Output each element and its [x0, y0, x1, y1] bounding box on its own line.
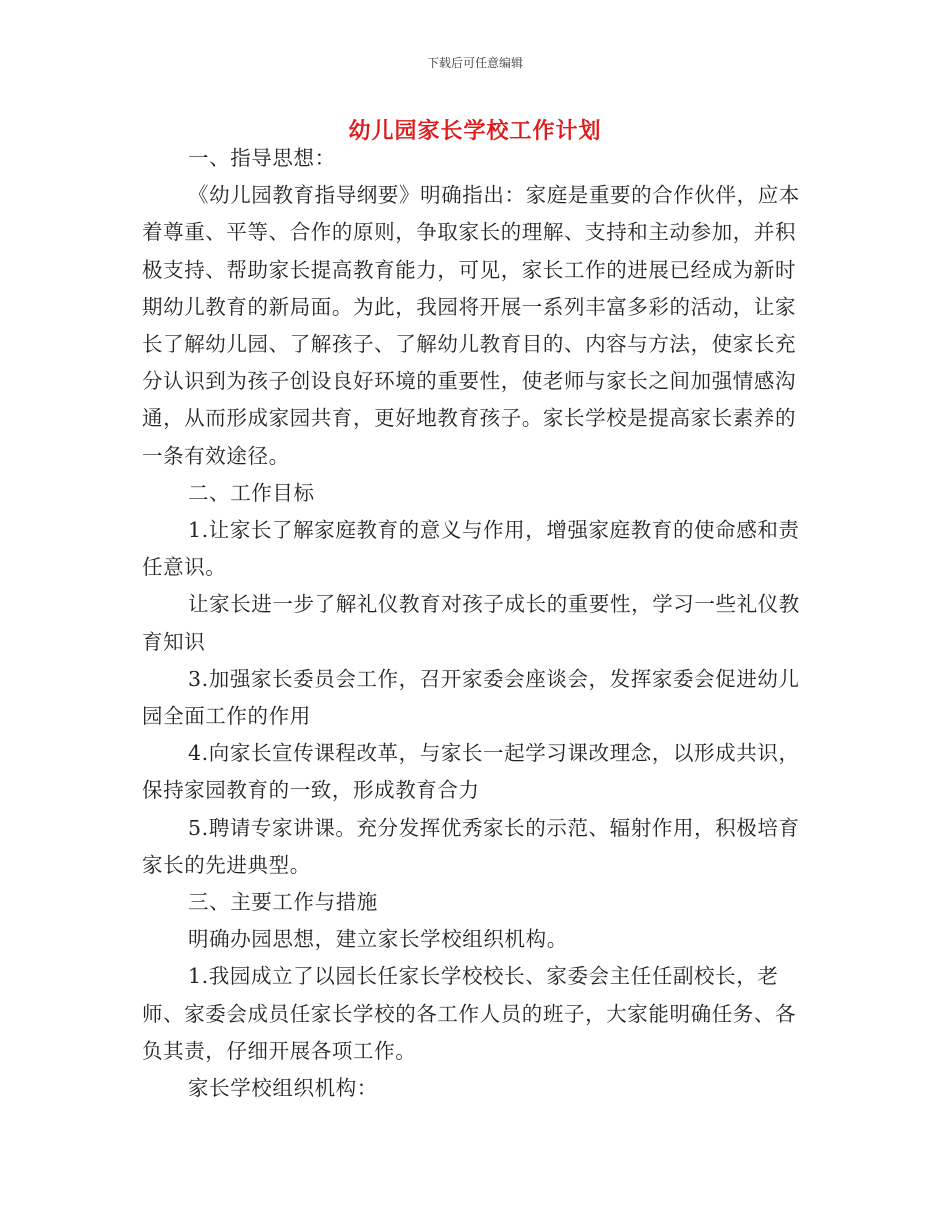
measure-intro: 明确办园思想，建立家长学校组织机构。	[188, 927, 568, 952]
goal-item-3: 3.加强家长委员会工作，召开家委会座谈会，发挥家委会促进幼儿园全面工作的作用	[142, 666, 800, 729]
header-note: 下载后可任意编辑	[426, 56, 523, 70]
document-title: 幼儿园家长学校工作计划	[348, 118, 602, 144]
paragraph-guiding-thought: 《幼儿园教育指导纲要》明确指出：家庭是重要的合作伙伴，应本着尊重、平等、合作的原则，争取家长的理解、支持和主动参加，并积极支持、帮助家长提高教育能力，可见，家长工作的进展已经成为新时期幼儿教育的新局面。为此，我园将开展一系列丰富多彩的活动，让家长了解幼儿园、了解孩子、了解幼儿教育目的、内容与方法，使家长充分认识到为孩子创设良好环境的重要性，使老师与家长之间加强情感沟通，从而形成家园共育，更好地教育孩子。家长学校是提高家长素养的一条有效途径。	[142, 183, 800, 468]
measure-item-1: 1.我园成立了以园长任家长学校校长、家委会主任任副校长，老师、家委会成员任家长学校的各工作人员的班子，大家能明确任务、各负其责，仔细开展各项工作。	[142, 964, 797, 1063]
goal-item-5: 5.聘请专家讲课。充分发挥优秀家长的示范、辐射作用，积极培育家长的先进典型。	[142, 815, 800, 877]
section-heading-measures: 三、主要工作与措施	[188, 890, 378, 915]
organization-heading: 家长学校组织机构：	[188, 1076, 378, 1101]
goal-item-4: 4.向家长宣传课程改革，与家长一起学习课改理念，以形成共识，保持家园教育的一致，形成教育合力	[142, 741, 800, 803]
document-body	[142, 140, 810, 1107]
section-heading-guiding-thought: 一、指导思想：	[188, 146, 336, 170]
goal-item-2: 让家长进一步了解礼仪教育对孩子成长的重要性，学习一些礼仪教育知识	[142, 592, 800, 654]
goal-item-1: 1.让家长了解家庭教育的意义与作用，增强家庭教育的使命感和责任意识。	[142, 518, 800, 580]
section-heading-goals: 二、工作目标	[188, 480, 315, 505]
